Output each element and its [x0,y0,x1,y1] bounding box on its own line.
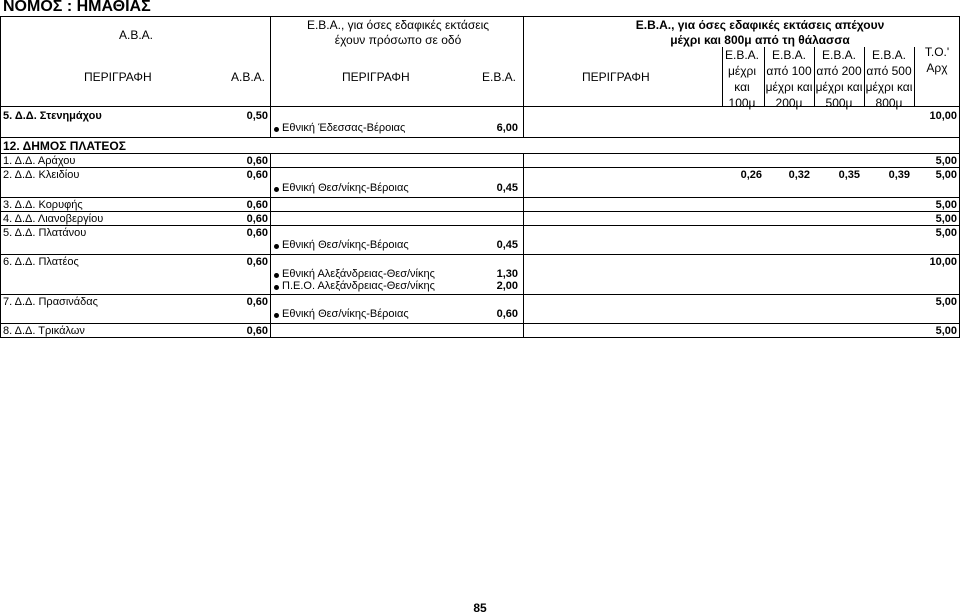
row-aba: 0,60 [246,199,268,211]
page-number: 85 [473,601,487,615]
row-line [0,225,960,226]
row-to: 10,00 [929,256,957,268]
page-title-name: ΗΜΑΘΙΑΣ [76,0,151,15]
sea-col-3-l3: μέχρι και [815,80,863,94]
header-desc-1: ΠΕΡΙΓΡΑΦΗ [84,70,152,84]
row-line [0,337,960,338]
header-top-line [0,16,960,17]
sea-col-3-l1: Ε.Β.Α. [821,48,856,62]
row-name: 3. Δ.Δ. Κορυφής [3,199,83,211]
row-sea-1: 0,26 [740,169,762,181]
sea-col-2-l4: 200μ [775,96,803,110]
row-line [0,137,960,138]
sea-col-2-l2: από 100 [766,64,812,78]
header-eba-road-line1: Ε.Β.Α., για όσες εδαφικές εκτάσεις [306,18,490,32]
sea-col-2 [764,48,814,110]
row-aba: 0,60 [246,256,268,268]
to-col-header [916,45,958,75]
sea-col-3-l2: από 200 [816,64,862,78]
bullet-icon [274,127,279,132]
row-aba: 0,60 [246,169,268,181]
header-eba-road-line2: έχουν πρόσωπο σε οδό [334,33,462,47]
row-name: 4. Δ.Δ. Λιανοβεργίου [3,213,104,225]
row-line [0,153,960,154]
sea-col-2-l3: μέχρι και [765,80,813,94]
row-to: 5,00 [935,227,957,239]
row-name: 6. Δ.Δ. Πλατέος [3,256,79,268]
road-name: Εθνική Θεσ/νίκης-Βέροιας [282,308,409,320]
body-divider-2 [270,106,271,137]
road-eba: 0,45 [496,239,518,251]
row-sea-4: 0,39 [888,169,910,181]
row-line [0,323,960,324]
to-col-l2: Αρχ [926,61,948,75]
road-name: Εθνική Αλεξάνδρειας-Θεσ/νίκης [282,268,435,280]
row-aba: 0,50 [246,110,268,122]
section-title: 12. ΔΗΜΟΣ ΠΛΑΤΕΟΣ [3,139,126,153]
page-title-prefix: ΝΟΜΟΣ : [3,0,73,15]
row-to: 5,00 [935,199,957,211]
header-divider-1 [0,16,1,107]
row-aba: 0,60 [246,325,268,337]
sea-col-1-l3: και [734,80,750,94]
header-aba: Α.Β.Α. [231,70,266,84]
row-line [0,197,960,198]
road-eba: 1,30 [496,268,518,280]
header-eba-sea-line1: Ε.Β.Α., για όσες εδαφικές εκτάσεις απέχουν [635,18,885,32]
header-divider-2 [270,16,271,107]
row-to: 5,00 [935,325,957,337]
row-to: 5,00 [935,213,957,225]
row-aba: 0,60 [246,155,268,167]
road-name: Εθνική Έδεσσας-Βέροιας [282,122,406,134]
road-eba: 6,00 [496,122,518,134]
row-to: 5,00 [935,296,957,308]
row-sea-2: 0,32 [788,169,810,181]
header-divider-3 [523,16,524,107]
bullet-icon [274,285,279,290]
row-line [0,294,960,295]
sea-col-4-l1: Ε.Β.Α. [871,48,906,62]
row-to: 5,00 [935,155,957,167]
road-eba: 0,60 [496,308,518,320]
sea-col-4-l2: από 500 [866,64,912,78]
road-name: Εθνική Θεσ/νίκης-Βέροιας [282,239,409,251]
sea-col-1-l1: Ε.Β.Α. [724,48,759,62]
header-desc-3: ΠΕΡΙΓΡΑΦΗ [582,70,650,84]
body-divider-5 [523,153,524,338]
row-line [0,211,960,212]
sea-col-3-l4: 500μ [825,96,853,110]
road-eba: 0,45 [496,182,518,194]
bullet-icon [274,273,279,278]
sea-col-3 [814,48,864,110]
row-name: 2. Δ.Δ. Κλειδίου [3,169,80,181]
bullet-icon [274,313,279,318]
row-name: 7. Δ.Δ. Πρασινάδας [3,296,98,308]
bullet-icon [274,244,279,249]
header-eba: Ε.Β.Α. [482,70,517,84]
to-col-l1: Τ.Ο.' [924,45,950,59]
road-name: Π.Ε.Ο. Αλεξάνδρειας-Θεσ/νίκης [282,280,435,292]
row-line [0,167,960,168]
page-title [3,0,151,16]
sea-col-4 [864,48,914,110]
row-name: 5. Δ.Δ. Στενημάχου [3,110,102,122]
row-aba: 0,60 [246,213,268,225]
body-divider-4 [523,106,524,137]
body-divider-3 [270,153,271,338]
row-name: 5. Δ.Δ. Πλατάνου [3,227,87,239]
body-divider-1 [0,106,1,338]
row-to: 5,00 [935,169,957,181]
row-to: 10,00 [929,110,957,122]
road-name: Εθνική Θεσ/νίκης-Βέροιας [282,182,409,194]
sea-col-1-l4: 100μ [728,96,756,110]
road-eba: 2,00 [496,280,518,292]
sea-col-4-l4: 800μ [875,96,903,110]
sea-col-2-l1: Ε.Β.Α. [771,48,806,62]
sea-col-4-l3: μέχρι και [865,80,913,94]
row-sea-3: 0,35 [838,169,860,181]
sea-col-1 [718,48,766,110]
header-divider-8 [914,47,915,107]
row-line [0,254,960,255]
row-name: 1. Δ.Δ. Αράχου [3,155,76,167]
header-eba-sea-line2: μέχρι και 800μ από τη θάλασσα [670,33,850,47]
row-aba: 0,60 [246,227,268,239]
row-name: 8. Δ.Δ. Τρικάλων [3,325,85,337]
sea-col-1-l2: μέχρι [727,64,757,78]
bullet-icon [274,187,279,192]
header-desc-2: ΠΕΡΙΓΡΑΦΗ [342,70,410,84]
header-aba-top: Α.Β.Α. [119,28,154,42]
row-aba: 0,60 [246,296,268,308]
